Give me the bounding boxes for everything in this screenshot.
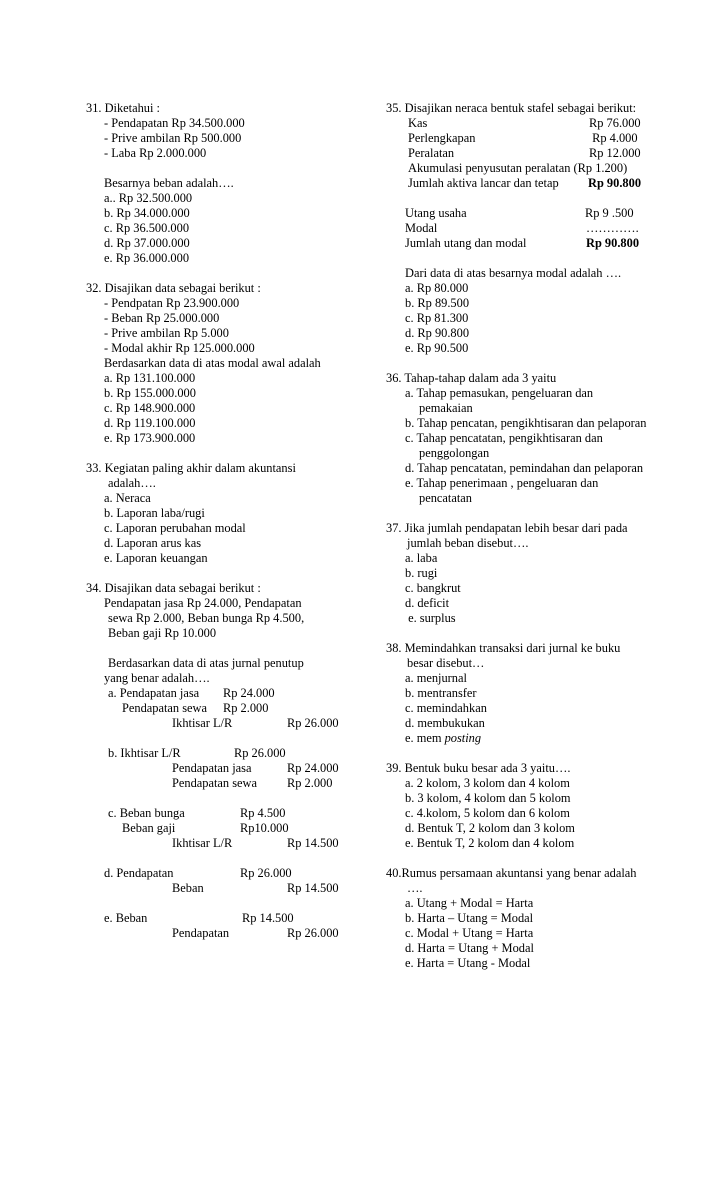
journal-account: Pendapatan sewa — [172, 776, 257, 790]
asset-label: Peralatan — [408, 146, 455, 160]
balance-sheet-assets — [386, 116, 686, 191]
right-column — [386, 101, 686, 971]
question-34 — [86, 581, 376, 941]
question-title: 40.Rumus persamaan akuntansi yang benar adalah — [386, 866, 637, 880]
option: b. 3 kolom, 4 kolom dan 5 kolom — [405, 791, 571, 805]
question-text: yang benar adalah…. — [104, 671, 210, 685]
option: c. 4.kolom, 5 kolom dan 6 kolom — [405, 806, 570, 820]
option: d. Laporan arus kas — [104, 536, 202, 550]
question-title-cont: jumlah beban disebut…. — [407, 536, 529, 550]
option: d. Harta = Utang + Modal — [405, 941, 534, 955]
liability-label: Utang usaha — [405, 206, 467, 220]
journal-amount: Rp 26.000 — [240, 866, 292, 880]
option: a. 2 kolom, 3 kolom dan 4 kolom — [405, 776, 570, 790]
option-cont: pencatatan — [419, 491, 472, 505]
option: e. Rp 90.500 — [405, 341, 469, 355]
option: e. Bentuk T, 2 kolom dan 4 kolom — [405, 836, 575, 850]
option: c. Rp 81.300 — [405, 311, 469, 325]
option: c. Modal + Utang = Harta — [405, 926, 534, 940]
option: c. Laporan perubahan modal — [104, 521, 246, 535]
question-title: 37. Jika jumlah pendapatan lebih besar dari pada — [386, 521, 628, 535]
option: c. bangkrut — [405, 581, 461, 595]
journal-account: Ikhtisar L/R — [172, 836, 233, 850]
option: b. Rp 89.500 — [405, 296, 470, 310]
question-40 — [386, 866, 686, 971]
asset-label: Perlengkapan — [408, 131, 476, 145]
option: b. Rp 34.000.000 — [104, 206, 190, 220]
journal-account: e. Beban — [104, 911, 148, 925]
journal-amount: Rp 14.500 — [287, 881, 339, 895]
option-text: e. mem — [405, 731, 445, 745]
journal-amount: Rp10.000 — [240, 821, 289, 835]
given-line: - Prive ambilan Rp 500.000 — [104, 131, 242, 145]
option: b. rugi — [405, 566, 438, 580]
question-title: 35. Disajikan neraca bentuk stafel sebagai berikut: — [386, 101, 637, 115]
question-text: Besarnya beban adalah…. — [104, 176, 234, 190]
liability-label: Modal — [405, 221, 438, 235]
liability-value: Rp 9 .500 — [585, 206, 634, 220]
option: b. mentransfer — [405, 686, 477, 700]
option: c. memindahkan — [405, 701, 487, 715]
question-title: 34. Disajikan data sebagai berikut : — [86, 581, 261, 595]
question-33 — [86, 461, 376, 566]
question-31 — [86, 101, 376, 266]
journal-account: Beban gaji — [122, 821, 176, 835]
journal-amount: Rp 26.000 — [287, 926, 339, 940]
option: d. Tahap pencatatan, pemindahan dan pelaporan — [405, 461, 644, 475]
option: c. Rp 148.900.000 — [104, 401, 196, 415]
question-title-cont: adalah…. — [108, 476, 156, 490]
liability-label: Jumlah utang dan modal — [405, 236, 527, 250]
liability-total: Rp 90.800 — [586, 236, 640, 250]
question-text: Berdasarkan data di atas modal awal adalah — [104, 356, 321, 370]
question-title: 38. Memindahkan transaksi dari jurnal ke buku — [386, 641, 621, 655]
journal-amount: Rp 2.000 — [223, 701, 269, 715]
journal-amount: Rp 14.500 — [287, 836, 339, 850]
option: a. Rp 80.000 — [405, 281, 469, 295]
given-line: - Pendapatan Rp 34.500.000 — [104, 116, 245, 130]
option: b. Laporan laba/rugi — [104, 506, 205, 520]
option: b. Tahap pencatan, pengikhtisaran dan pelaporan — [405, 416, 647, 430]
question-title: 32. Disajikan data sebagai berikut : — [86, 281, 261, 295]
question-32 — [86, 281, 376, 446]
option: c. Tahap pencatatan, pengikhtisaran dan — [405, 431, 603, 445]
liability-value: …………. — [586, 221, 639, 235]
option: b. Rp 155.000.000 — [104, 386, 196, 400]
journal-option-a — [86, 686, 376, 731]
journal-amount: Rp 26.000 — [287, 716, 339, 730]
journal-amount: Rp 24.000 — [223, 686, 275, 700]
journal-account: d. Pendapatan — [104, 866, 174, 880]
question-36 — [386, 371, 686, 506]
option: d. Rp 37.000.000 — [104, 236, 190, 250]
journal-account: Pendapatan — [172, 926, 230, 940]
question-text: Dari data di atas besarnya modal adalah …. — [405, 266, 622, 280]
option: d. Rp 90.800 — [405, 326, 470, 340]
asset-value: Rp 76.000 — [589, 116, 641, 130]
option: a. Rp 131.100.000 — [104, 371, 196, 385]
question-title-cont: besar disebut… — [407, 656, 485, 670]
option: d. deficit — [405, 596, 450, 610]
question-title-cont: …. — [407, 881, 423, 895]
journal-amount: Rp 26.000 — [234, 746, 286, 760]
option: b. Harta – Utang = Modal — [405, 911, 534, 925]
journal-option-c — [86, 806, 376, 851]
option-cont: penggolongan — [419, 446, 490, 460]
asset-value: 1.200) — [592, 161, 628, 175]
given-line: - Pendpatan Rp 23.900.000 — [104, 296, 240, 310]
question-title: 33. Kegiatan paling akhir dalam akuntansi — [86, 461, 296, 475]
option: d. Bentuk T, 2 kolom dan 3 kolom — [405, 821, 575, 835]
journal-option-b — [86, 746, 376, 791]
option-cont: pemakaian — [419, 401, 473, 415]
given-line: - Prive ambilan Rp 5.000 — [104, 326, 229, 340]
option — [386, 731, 686, 746]
question-title: 39. Bentuk buku besar ada 3 yaitu…. — [386, 761, 571, 775]
journal-account: Beban — [172, 881, 204, 895]
journal-account: b. Ikhtisar L/R — [108, 746, 181, 760]
asset-label: Jumlah aktiva lancar dan tetap — [408, 176, 559, 190]
journal-amount: Rp 14.500 — [242, 911, 294, 925]
journal-account: c. Beban bunga — [108, 806, 185, 820]
data-line: sewa Rp 2.000, Beban bunga Rp 4.500, — [108, 611, 305, 625]
given-line: - Laba Rp 2.000.000 — [104, 146, 207, 160]
asset-value: Rp 4.000 — [589, 131, 638, 145]
asset-label: Akumulasi penyusutan peralatan (Rp — [408, 161, 593, 175]
asset-label: Kas — [408, 116, 428, 130]
option: e. Tahap penerimaan , pengeluaran dan — [405, 476, 599, 490]
option: e. Rp 173.900.000 — [104, 431, 196, 445]
option: e. Rp 36.000.000 — [104, 251, 190, 265]
journal-account: a. Pendapatan jasa — [108, 686, 200, 700]
balance-sheet-liabilities — [386, 206, 686, 251]
question-title: 36. Tahap-tahap dalam ada 3 yaitu — [386, 371, 557, 385]
journal-amount: Rp 2.000 — [287, 776, 333, 790]
journal-account: Ikhtisar L/R — [172, 716, 233, 730]
question-37 — [386, 521, 686, 626]
question-text: Berdasarkan data di atas jurnal penutup — [108, 656, 304, 670]
option: e. surplus — [405, 611, 456, 625]
option: c. Rp 36.500.000 — [104, 221, 190, 235]
journal-amount: Rp 4.500 — [240, 806, 286, 820]
given-line: - Modal akhir Rp 125.000.000 — [104, 341, 255, 355]
journal-account: Pendapatan jasa — [172, 761, 252, 775]
option-italic-text: posting — [444, 731, 482, 745]
given-line: - Beban Rp 25.000.000 — [104, 311, 220, 325]
data-line: Beban gaji Rp 10.000 — [108, 626, 217, 640]
option: d. Rp 119.100.000 — [104, 416, 196, 430]
question-38 — [386, 641, 686, 746]
asset-value: Rp 12.000 — [589, 146, 641, 160]
journal-option-d — [86, 866, 376, 896]
journal-amount: Rp 24.000 — [287, 761, 339, 775]
data-line: Pendapatan jasa Rp 24.000, Pendapatan — [104, 596, 302, 610]
journal-option-e — [86, 911, 376, 941]
option: a. Neraca — [104, 491, 151, 505]
question-title: 31. Diketahui : — [86, 101, 160, 115]
left-column — [86, 101, 376, 941]
question-35 — [386, 101, 686, 356]
option: e. Laporan keuangan — [104, 551, 208, 565]
asset-total: Rp 90.800 — [588, 176, 642, 190]
option: a. menjurnal — [405, 671, 467, 685]
question-39 — [386, 761, 686, 851]
option: a. Tahap pemasukan, pengeluaran dan — [405, 386, 594, 400]
journal-account: Pendapatan sewa — [122, 701, 207, 715]
option: a. Utang + Modal = Harta — [405, 896, 534, 910]
option: d. membukukan — [405, 716, 485, 730]
option: a.. Rp 32.500.000 — [104, 191, 193, 205]
option: a. laba — [405, 551, 438, 565]
option: e. Harta = Utang - Modal — [405, 956, 531, 970]
